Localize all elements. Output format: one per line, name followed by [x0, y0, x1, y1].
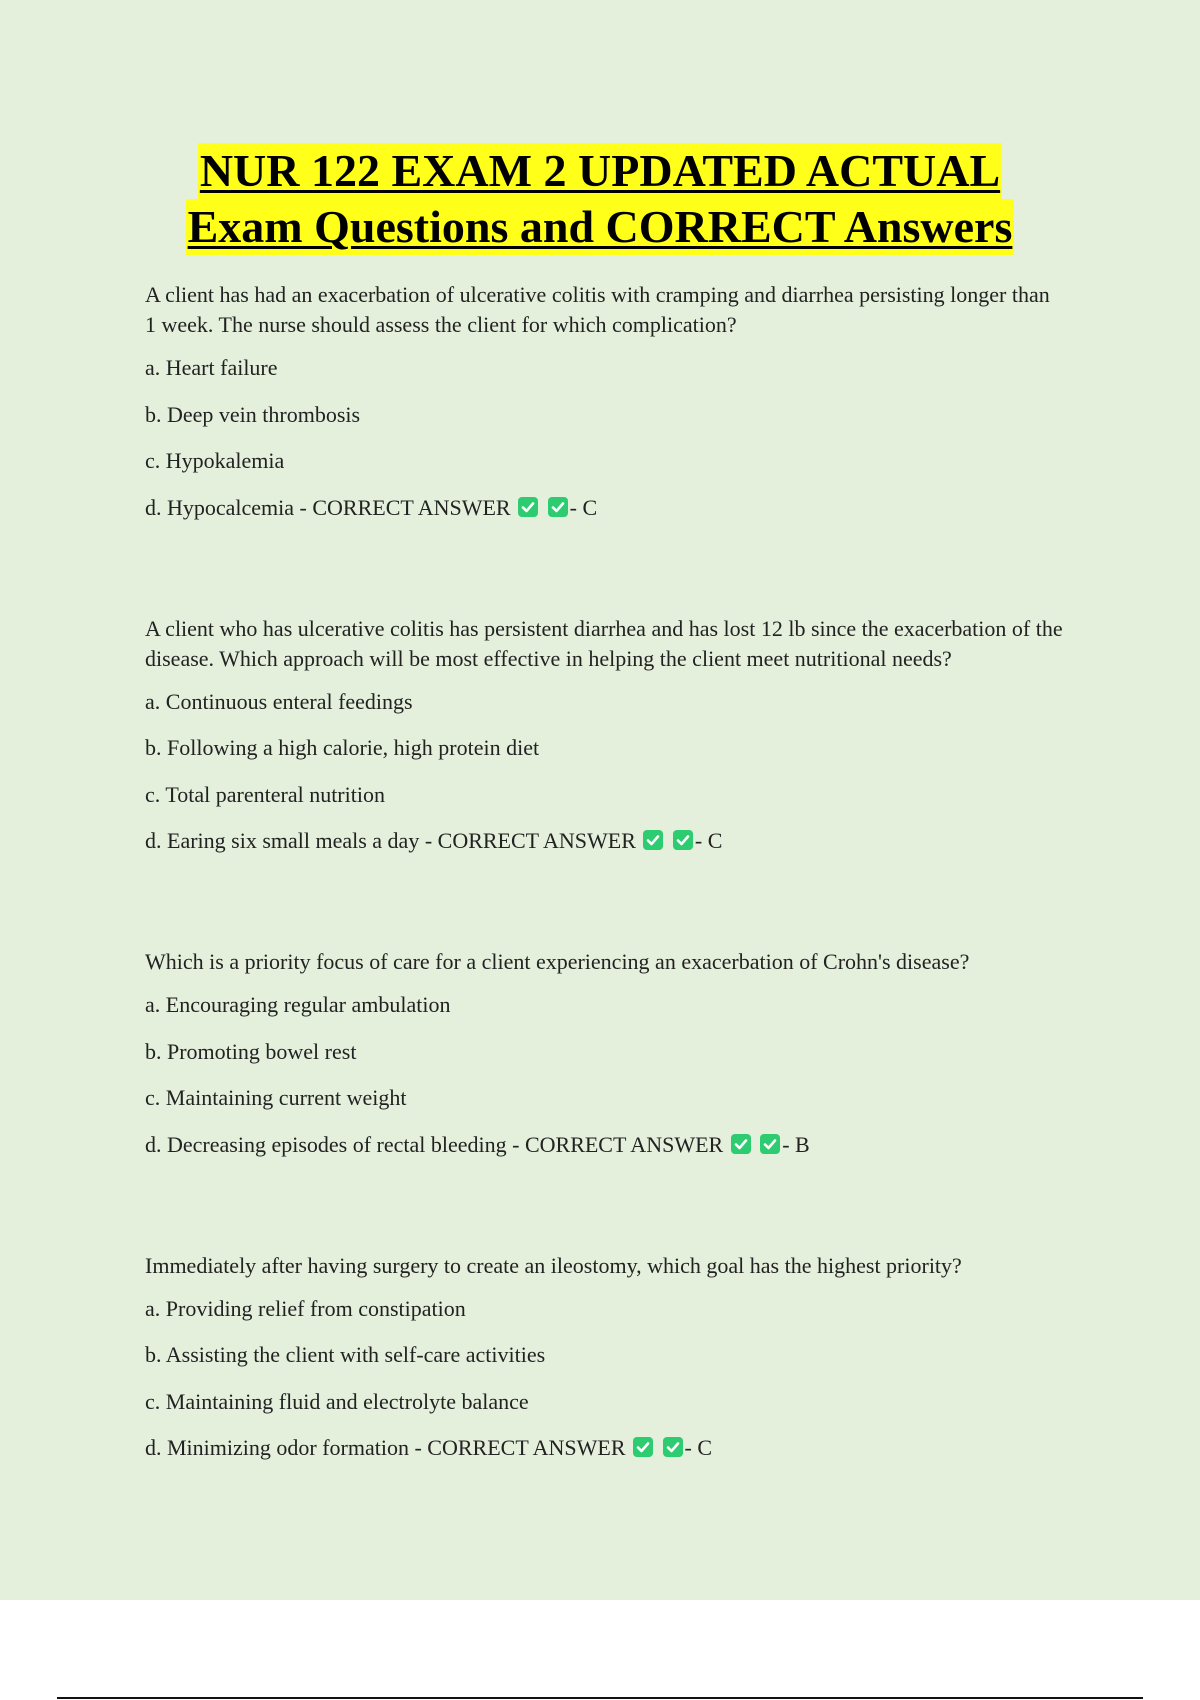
option-d-answer — [145, 826, 1065, 856]
option-b: b. Assisting the client with self-care activities — [145, 1342, 546, 1367]
option-a: a. Continuous enteral feedings — [145, 688, 413, 714]
option-a: a. Heart failure — [145, 355, 278, 380]
option-d-text: d. Decreasing episodes of rectal bleeding - CORRECT ANSWER — [145, 1131, 724, 1157]
option-b: b. Promoting bowel rest — [145, 1038, 357, 1064]
answer-key: - C — [684, 1435, 713, 1460]
question-4 — [145, 1251, 1065, 1464]
check-box-icon — [672, 829, 694, 851]
check-box-icon — [642, 829, 664, 851]
question-text: Immediately after having surgery to create an ileostomy, which goal has the highest priority? — [145, 1252, 962, 1278]
option-d-text: d. Hypocalcemia - CORRECT ANSWER — [145, 494, 511, 520]
option-c: c. Maintaining current weight — [145, 1085, 407, 1110]
question-text: Which is a priority focus of care for a client experiencing an exacerbation of Crohn's disease? — [145, 949, 970, 974]
check-box-icon — [730, 1133, 752, 1155]
question-1 — [145, 280, 1065, 523]
option-d-text: d. Earing six small meals a day - CORRECT ANSWER — [145, 828, 636, 853]
option-b: b. Following a high calorie, high protein diet — [145, 735, 540, 760]
option-d-text: d. Minimizing odor formation - CORRECT ANSWER — [145, 1435, 626, 1460]
option-c: c. Maintaining fluid and electrolyte balance — [145, 1388, 529, 1414]
option-d-answer — [145, 1130, 1065, 1160]
option-d-answer — [145, 493, 1065, 523]
check-box-icon — [547, 496, 569, 518]
title-line-1: NUR 122 EXAM 2 UPDATED ACTUAL — [198, 143, 1002, 199]
option-d-answer — [145, 1433, 1065, 1463]
document-title — [0, 143, 1200, 255]
check-box-icon — [517, 496, 539, 518]
title-line-2: Exam Questions and CORRECT Answers — [186, 199, 1015, 255]
question-3 — [145, 947, 1065, 1160]
question-text: A client who has ulcerative colitis has persistent diarrhea and has lost 12 lb since the exacerbation of the disease. Which approach will be most effective in helping the client meet nutritional needs? — [145, 615, 1063, 671]
option-c: c. Hypokalemia — [145, 448, 285, 473]
answer-key: - C — [569, 494, 598, 520]
check-box-icon — [759, 1133, 781, 1155]
question-text: A client has had an exacerbation of ulcerative colitis with cramping and diarrhea persisting longer than 1 week. The nurse should assess the client for which complication? — [145, 282, 1050, 337]
question-2 — [145, 614, 1065, 857]
option-c: c. Total parenteral nutrition — [145, 781, 385, 807]
answer-key: - C — [694, 828, 723, 853]
check-box-icon — [662, 1436, 684, 1458]
option-a: a. Encouraging regular ambulation — [145, 992, 451, 1017]
page-divider — [57, 1697, 1143, 1699]
option-b: b. Deep vein thrombosis — [145, 401, 361, 427]
option-a: a. Providing relief from constipation — [145, 1295, 466, 1321]
check-box-icon — [632, 1436, 654, 1458]
answer-key: - B — [782, 1131, 810, 1157]
question-list — [145, 280, 1065, 1554]
